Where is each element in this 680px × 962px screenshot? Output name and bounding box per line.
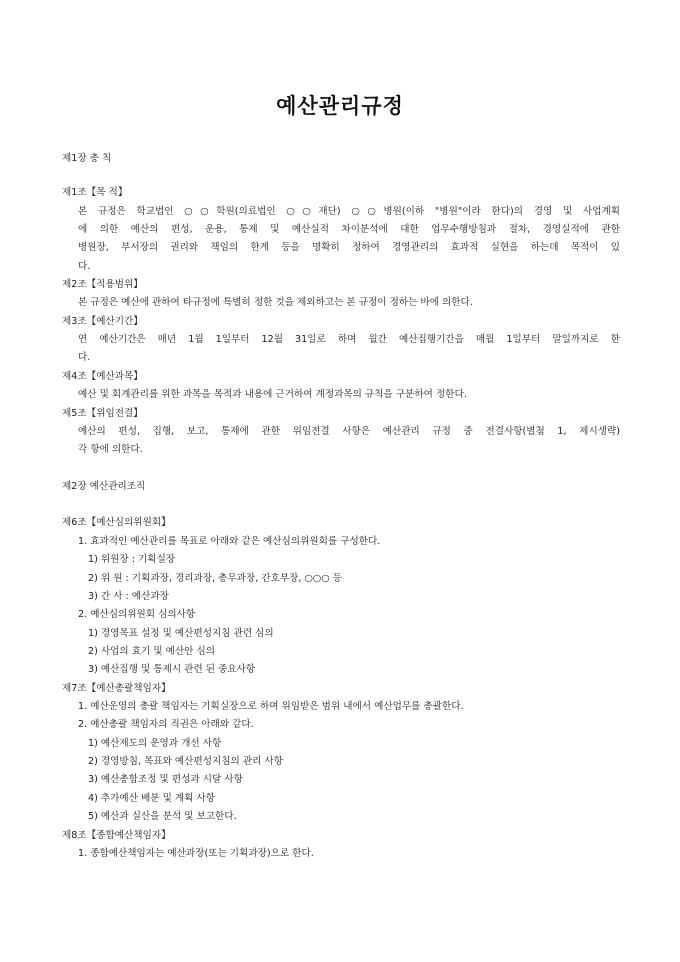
- list-item: 1. 종합예산책임자는 예산과장(또는 기획과장)으로 한다.: [78, 848, 314, 859]
- article-heading: 제8조【종합예산책임자】: [62, 830, 171, 841]
- article-text: 다.: [78, 352, 91, 363]
- article-heading: 제1조【목 적】: [62, 187, 128, 198]
- article-heading: 제7조【예산총괄책임자】: [62, 683, 171, 694]
- article-heading: 제5조【위임전결】: [62, 408, 143, 419]
- article-text: 본 규정은 학교법인 ○○학원(의료법인 ○○재단) ○○병원(이하 "병원"이라 한다)의 경영 및 사업계획: [78, 206, 620, 217]
- article-text: 다.: [78, 261, 91, 272]
- article-heading: 제2조【적용범위】: [62, 279, 143, 290]
- list-item: 4) 추가예산 배분 및 계획 사항: [88, 793, 216, 804]
- article-text: 예산 및 회계관리를 위한 과목을 목적과 내용에 근거하여 계정과목의 규칙을 구분하여 정한다.: [78, 389, 467, 400]
- chapter-heading: 제1장 총 칙: [62, 153, 112, 164]
- article-heading: 제4조【예산과목】: [62, 371, 143, 382]
- list-item: 3) 예산총합조정 및 편성과 시달 사항: [88, 774, 243, 785]
- list-item: 2. 예산심의위원회 심의사항: [78, 609, 196, 620]
- list-item: 2. 예산총괄 책임자의 직권은 아래와 같다.: [78, 719, 254, 730]
- article-heading: 제6조【예산심의위원회】: [62, 517, 171, 528]
- list-item: 5) 예산과 실산을 분석 및 보고한다.: [88, 811, 237, 822]
- article-text: 병원장, 부서장의 권리와 책임의 한계 등을 명확히 정하여 경영관리의 효과적 실현을 하는데 목적이 있: [78, 242, 620, 253]
- list-item: 1) 경영목표 설정 및 예산편성지침 관련 심의: [88, 628, 274, 639]
- article-text: 에 의한 예산의 편성, 운용, 통제 및 예산실적 차이분석에 대한 업무수행방침과 절차, 경영실적에 관한: [78, 224, 620, 235]
- list-item: 3) 예산집행 및 통제시 관련 된 중요사항: [88, 664, 256, 675]
- list-item: 1) 위원장 : 기획실장: [88, 554, 176, 565]
- chapter-heading: 제2장 예산관리조직: [62, 481, 146, 492]
- list-item: 1) 예산제도의 운영과 개선 사항: [88, 738, 222, 749]
- list-item: 2) 사업의 효기 및 예산안 심의: [88, 646, 216, 657]
- list-item: 1. 예산운영의 총괄 책임자는 기획실장으로 하며 위임받은 범위 내에서 예산업무를 총괄한다.: [78, 701, 464, 712]
- article-text: 각 항에 의한다.: [78, 444, 143, 455]
- article-text: 연 예산기간은 매년 1월 1일부터 12월 31일로 하며 월간 예산집행기간을 매월 1일부터 말일까지로 한: [78, 334, 620, 345]
- article-heading: 제3조【예산기간】: [62, 316, 143, 327]
- list-item: 2) 경영방침, 목표와 예산편성지침의 관리 사항: [88, 756, 283, 767]
- list-item: 2) 위 원 : 기획과장, 경리과장, 총무과장, 간호부장, ○○○ 등: [88, 573, 342, 584]
- list-item: 3) 간 사 : 예산과장: [88, 591, 169, 602]
- page-title: 예산관리규정: [276, 94, 404, 118]
- article-text: 본 규정은 예산에 관하여 타규정에 특별히 정한 것을 제외하고는 본 규정이 정하는 바에 의한다.: [78, 297, 473, 308]
- article-text: 예산의 편성, 집행, 보고, 통제에 관한 위임전결 사항은 예산관리 규정 중 전결사항(별첨 1, 제시생략): [78, 426, 620, 437]
- list-item: 1. 효과적인 예산관리를 목표로 아래와 같은 예산심의위원회를 구성한다.: [78, 536, 381, 547]
